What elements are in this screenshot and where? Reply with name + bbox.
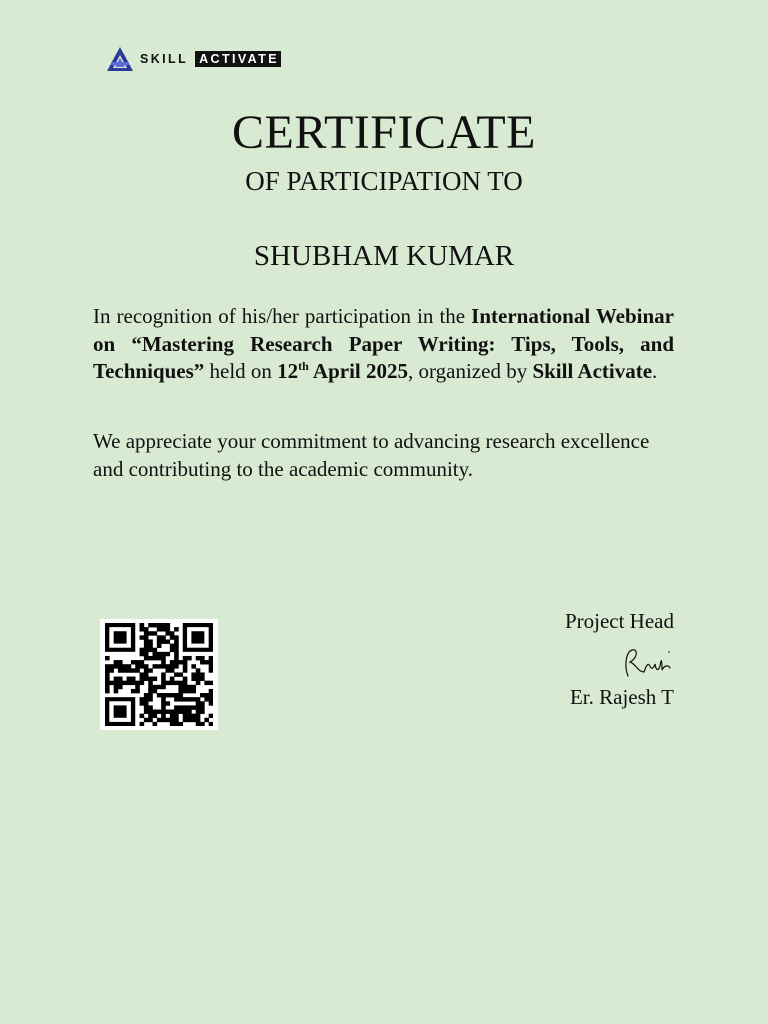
recognition-paragraph: In recognition of his/her participation in the International Webinar on “Mastering Research Paper Writing: Tips, Tools, and Techniques” held on 12th April 2025, organized by Skill Activate. — [93, 304, 674, 383]
appreciation-paragraph: We appreciate your commitment to advancing research excellence and contributing to the academic community. — [93, 429, 650, 481]
certificate-title: CERTIFICATE — [232, 106, 536, 159]
p1-held: held on — [204, 359, 278, 383]
certificate-subtitle: OF PARTICIPATION TO — [245, 166, 523, 196]
signatory-name: Er. Rajesh T — [569, 685, 674, 709]
qr-code-icon — [105, 623, 213, 726]
organizer-name: Skill Activate — [532, 359, 653, 383]
signature-block — [565, 606, 674, 712]
logo-word-skill: SKILL — [140, 52, 189, 66]
p1-intro: In recognition of his/her participation in the — [93, 304, 472, 328]
skill-activate-logo — [106, 46, 281, 72]
qr-code — [100, 619, 218, 730]
event-date: 12th April 2025 — [277, 359, 409, 383]
signatory-role: Project Head — [564, 609, 674, 633]
event-name: International Webinar on “Mastering Research Paper Writing: Tips, Tools, and Techniques” — [93, 304, 674, 383]
logo-triangle-icon — [106, 46, 134, 72]
p1-organized: , organized by — [408, 359, 533, 383]
handwritten-signature — [565, 642, 674, 682]
recipient-name: SHUBHAM KUMAR — [253, 240, 515, 272]
logo-word-activate: ACTIVATE — [195, 51, 281, 67]
